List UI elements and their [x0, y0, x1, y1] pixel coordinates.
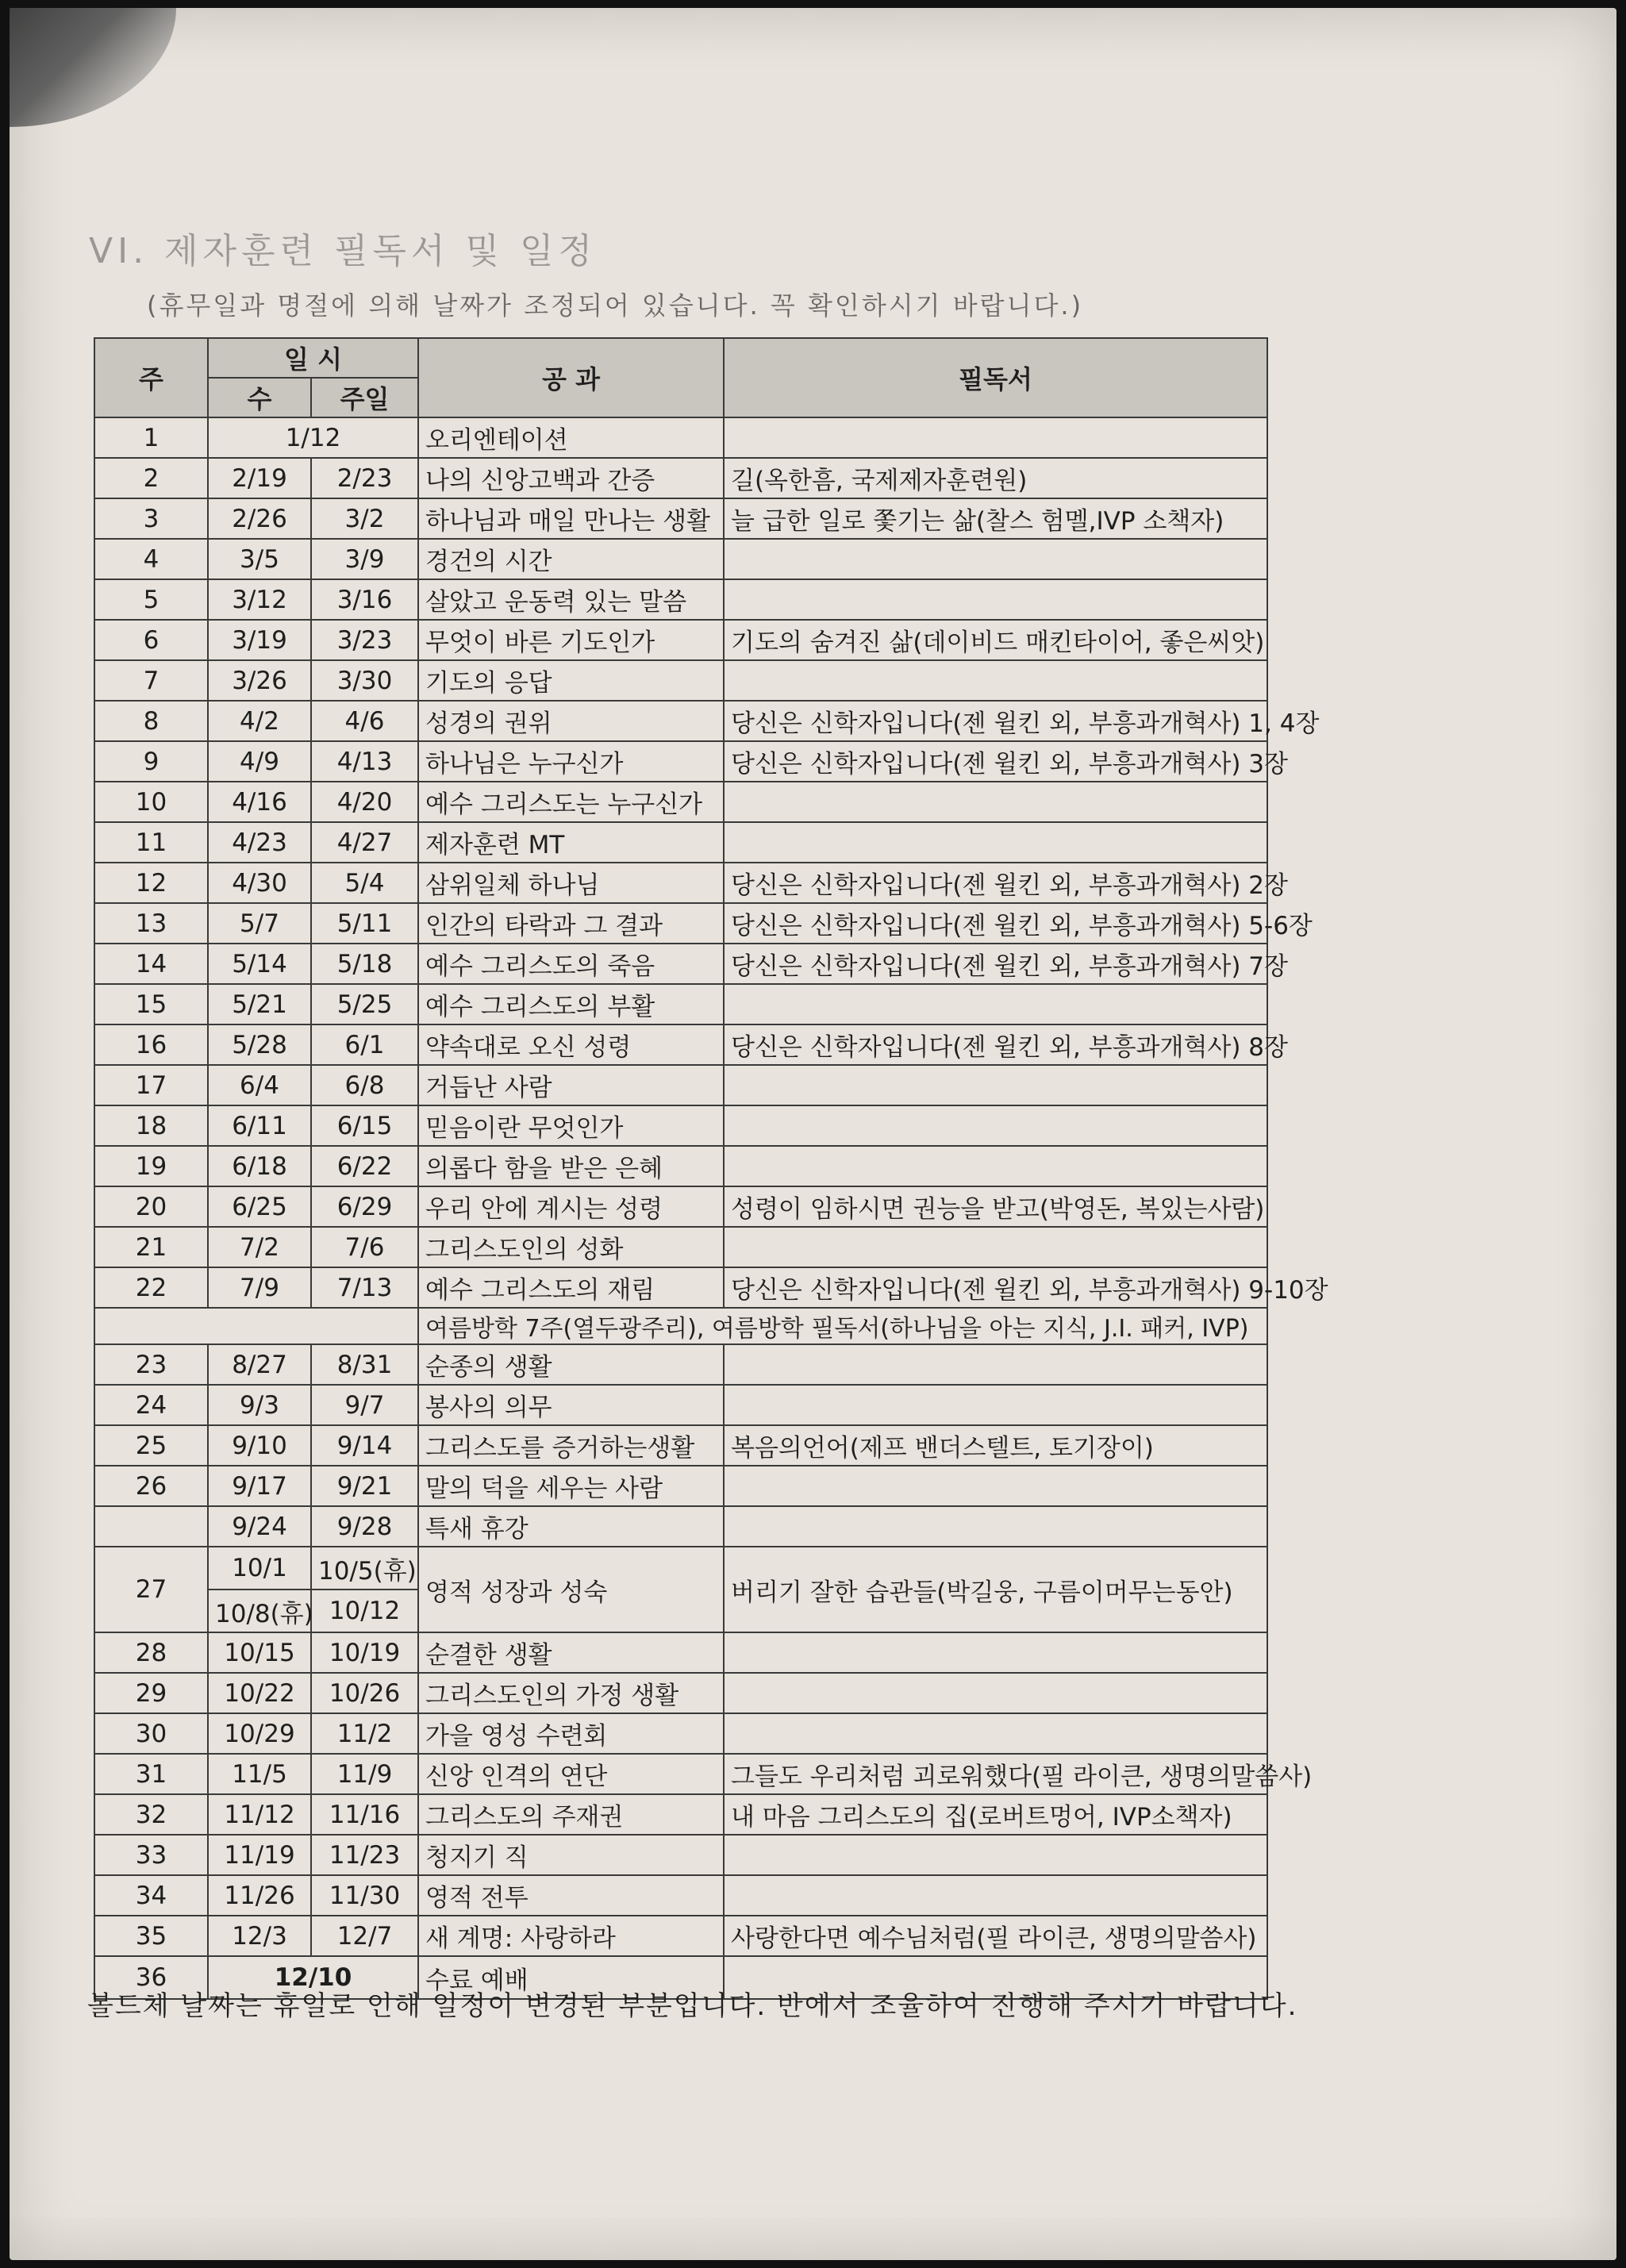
- week-cell: 2: [94, 458, 208, 498]
- lesson-cell: 하나님은 누구신가: [418, 741, 724, 782]
- week-cell: 20: [94, 1186, 208, 1227]
- footer-note: 볼드체 날짜는 휴일로 인해 일정이 변경된 부분입니다. 반에서 조율하여 진행해 주시기 바랍니다.: [87, 1990, 1298, 2022]
- sun-date-cell: 6/15: [311, 1105, 418, 1146]
- book-cell: 사랑한다면 예수님처럼(필 라이큰, 생명의말씀사): [724, 1916, 1267, 1956]
- sun-date-cell: 11/9: [311, 1754, 418, 1794]
- week-cell: [94, 1506, 208, 1547]
- table-row: [94, 498, 1267, 539]
- week-cell: 33: [94, 1835, 208, 1875]
- book-cell: 버리기 잘한 습관들(박길웅, 구름이머무는동안): [724, 1547, 1267, 1632]
- lesson-cell: 그리스도인의 가정 생활: [418, 1673, 724, 1713]
- book-cell: [724, 1227, 1267, 1267]
- sun-date-cell: 6/1: [311, 1024, 418, 1065]
- table-row: [94, 1506, 1267, 1547]
- book-cell: 당신은 신학자입니다(젠 윌킨 외, 부흥과개혁사) 9-10장: [724, 1267, 1267, 1308]
- lesson-cell: 하나님과 매일 만나는 생활: [418, 498, 724, 539]
- date-cell: 12/10: [208, 1956, 418, 1999]
- lesson-cell: 순결한 생활: [418, 1632, 724, 1673]
- lesson-cell: 영적 전투: [418, 1875, 724, 1916]
- week-cell: 8: [94, 701, 208, 741]
- wed-date-cell: 2/26: [208, 498, 311, 539]
- wed-date-cell: 4/23: [208, 822, 311, 863]
- sun-date-cell: 5/4: [311, 863, 418, 903]
- sun-date-cell: 4/13: [311, 741, 418, 782]
- sun-date-cell: 9/14: [311, 1425, 418, 1466]
- book-cell: [724, 1875, 1267, 1916]
- book-cell: 당신은 신학자입니다(젠 윌킨 외, 부흥과개혁사) 7장: [724, 944, 1267, 984]
- wed-date-cell: 12/3: [208, 1916, 311, 1956]
- sun-date-cell: 9/7: [311, 1385, 418, 1425]
- wed-date-cell: 10/1: [208, 1547, 311, 1590]
- table-row: [94, 1875, 1267, 1916]
- lesson-cell: 영적 성장과 성숙: [418, 1547, 724, 1632]
- table-row: [94, 458, 1267, 498]
- sun-date-cell: 3/16: [311, 579, 418, 620]
- lesson-cell: 봉사의 의무: [418, 1385, 724, 1425]
- sun-date-cell: 10/5(휴): [311, 1547, 418, 1590]
- week-cell: 29: [94, 1673, 208, 1713]
- wed-date-cell: 3/19: [208, 620, 311, 660]
- date-cell: 1/12: [208, 417, 418, 458]
- header-wed: 수: [208, 378, 311, 417]
- table-row: [94, 1425, 1267, 1466]
- week-cell: 6: [94, 620, 208, 660]
- sun-date-cell: 8/31: [311, 1344, 418, 1385]
- book-cell: 그들도 우리처럼 괴로워했다(필 라이큰, 생명의말씀사): [724, 1754, 1267, 1794]
- wed-date-cell: 2/19: [208, 458, 311, 498]
- wed-date-cell: 5/14: [208, 944, 311, 984]
- table-row: [94, 1227, 1267, 1267]
- book-cell: [724, 782, 1267, 822]
- book-cell: [724, 1344, 1267, 1385]
- week-cell: 28: [94, 1632, 208, 1673]
- header-lesson: 공 과: [418, 338, 724, 417]
- lesson-cell: 특새 휴강: [418, 1506, 724, 1547]
- section-title: VI. 제자훈련 필독서 및 일정: [89, 231, 598, 271]
- book-cell: 성령이 임하시면 권능을 받고(박영돈, 복있는사람): [724, 1186, 1267, 1227]
- book-cell: [724, 1673, 1267, 1713]
- lesson-cell: 무엇이 바른 기도인가: [418, 620, 724, 660]
- wed-date-cell: 9/24: [208, 1506, 311, 1547]
- book-cell: 늘 급한 일로 쫓기는 삶(찰스 험멜,IVP 소책자): [724, 498, 1267, 539]
- sun-date-cell: 3/2: [311, 498, 418, 539]
- book-cell: [724, 1105, 1267, 1146]
- sun-date-cell: 6/22: [311, 1146, 418, 1186]
- lesson-cell: 거듭난 사람: [418, 1065, 724, 1105]
- week-cell: 1: [94, 417, 208, 458]
- wed-date-cell: 7/2: [208, 1227, 311, 1267]
- book-cell: [724, 1065, 1267, 1105]
- book-cell: 당신은 신학자입니다(젠 윌킨 외, 부흥과개혁사) 1, 4장: [724, 701, 1267, 741]
- wed-date-cell: 4/30: [208, 863, 311, 903]
- lesson-cell: 오리엔테이션: [418, 417, 724, 458]
- wed-date-cell: 3/26: [208, 660, 311, 701]
- wed-date-cell: 8/27: [208, 1344, 311, 1385]
- week-cell: 5: [94, 579, 208, 620]
- week-cell: 22: [94, 1267, 208, 1308]
- week-cell: 36: [94, 1956, 208, 1999]
- wed-date-cell: 6/4: [208, 1065, 311, 1105]
- wed-date-cell: 11/5: [208, 1754, 311, 1794]
- wed-date-cell: 9/3: [208, 1385, 311, 1425]
- wed-date-cell: 6/11: [208, 1105, 311, 1146]
- lesson-cell: 예수 그리스도는 누구신가: [418, 782, 724, 822]
- sun-date-cell: 3/23: [311, 620, 418, 660]
- book-cell: 당신은 신학자입니다(젠 윌킨 외, 부흥과개혁사) 8장: [724, 1024, 1267, 1065]
- week-cell: 15: [94, 984, 208, 1024]
- sun-date-cell: 3/9: [311, 539, 418, 579]
- week-cell: 7: [94, 660, 208, 701]
- table-row: [94, 1713, 1267, 1754]
- week-cell: 9: [94, 741, 208, 782]
- wed-date-cell: 5/21: [208, 984, 311, 1024]
- table-row: [94, 1146, 1267, 1186]
- week-cell: 18: [94, 1105, 208, 1146]
- week-cell: 31: [94, 1754, 208, 1794]
- table-row: [94, 863, 1267, 903]
- section-subtitle: (휴무일과 명절에 의해 날짜가 조정되어 있습니다. 꼭 확인하시기 바랍니다.): [147, 290, 1084, 321]
- sun-date-cell: 7/6: [311, 1227, 418, 1267]
- sun-date-cell: 12/7: [311, 1916, 418, 1956]
- table-row: [94, 1916, 1267, 1956]
- blank-cell: [94, 1308, 418, 1344]
- lesson-cell: 성경의 권위: [418, 701, 724, 741]
- sun-date-cell: 6/29: [311, 1186, 418, 1227]
- schedule-body: [94, 417, 1328, 1999]
- table-row: [94, 1466, 1267, 1506]
- book-cell: [724, 1632, 1267, 1673]
- week-cell: 17: [94, 1065, 208, 1105]
- book-cell: [724, 1385, 1267, 1425]
- week-cell: 27: [94, 1547, 208, 1632]
- wed-date-cell: 10/22: [208, 1673, 311, 1713]
- table-row: [94, 782, 1267, 822]
- table-row: [94, 701, 1267, 741]
- book-cell: [724, 1835, 1267, 1875]
- lesson-cell: 약속대로 오신 성령: [418, 1024, 724, 1065]
- lesson-cell: 나의 신앙고백과 간증: [418, 458, 724, 498]
- wed-date-cell: 4/2: [208, 701, 311, 741]
- lesson-cell: 의롭다 함을 받은 은혜: [418, 1146, 724, 1186]
- week-cell: 4: [94, 539, 208, 579]
- table-row: [94, 1547, 1267, 1590]
- header-book: 필독서: [724, 338, 1267, 417]
- wed-date-cell: 7/9: [208, 1267, 311, 1308]
- book-cell: [724, 1506, 1267, 1547]
- wed-date-cell: 3/12: [208, 579, 311, 620]
- table-row: [94, 417, 1267, 458]
- book-cell: [724, 1713, 1267, 1754]
- book-cell: [724, 1146, 1267, 1186]
- sun-date-cell: 11/23: [311, 1835, 418, 1875]
- wed-date-cell: 11/26: [208, 1875, 311, 1916]
- week-cell: 32: [94, 1794, 208, 1835]
- table-row: [94, 822, 1267, 863]
- sun-date-cell: 10/12: [311, 1590, 418, 1632]
- book-cell: 복음의언어(제프 밴더스텔트, 토기장이): [724, 1425, 1267, 1466]
- sun-date-cell: 11/30: [311, 1875, 418, 1916]
- lesson-cell: 신앙 인격의 연단: [418, 1754, 724, 1794]
- table-row: [94, 1105, 1267, 1146]
- table-row: [94, 620, 1267, 660]
- week-cell: 21: [94, 1227, 208, 1267]
- sun-date-cell: 3/30: [311, 660, 418, 701]
- lesson-cell: 수료 예배: [418, 1956, 724, 1999]
- week-cell: 14: [94, 944, 208, 984]
- lesson-cell: 예수 그리스도의 부활: [418, 984, 724, 1024]
- table-row: [94, 984, 1267, 1024]
- lesson-cell: 순종의 생활: [418, 1344, 724, 1385]
- lesson-cell: 그리스도인의 성화: [418, 1227, 724, 1267]
- table-row: [94, 1186, 1267, 1227]
- week-cell: 13: [94, 903, 208, 944]
- week-cell: 25: [94, 1425, 208, 1466]
- book-cell: [724, 539, 1267, 579]
- sun-date-cell: 2/23: [311, 458, 418, 498]
- book-cell: 당신은 신학자입니다(젠 윌킨 외, 부흥과개혁사) 5-6장: [724, 903, 1267, 944]
- table-row: [94, 1065, 1267, 1105]
- wed-date-cell: 9/17: [208, 1466, 311, 1506]
- sun-date-cell: 5/25: [311, 984, 418, 1024]
- lesson-cell: 삼위일체 하나님: [418, 863, 724, 903]
- book-cell: [724, 1466, 1267, 1506]
- sun-date-cell: 5/11: [311, 903, 418, 944]
- summer-note-cell: 여름방학 7주(열두광주리), 여름방학 필독서(하나님을 아는 지식, J.I. 패커, IVP): [418, 1308, 1267, 1344]
- book-cell: 내 마음 그리스도의 집(로버트멍어, IVP소책자): [724, 1794, 1267, 1835]
- week-cell: 35: [94, 1916, 208, 1956]
- schedule-table: [94, 337, 1328, 2000]
- book-cell: [724, 984, 1267, 1024]
- book-cell: [724, 579, 1267, 620]
- table-row: [94, 1673, 1267, 1713]
- sun-date-cell: 10/26: [311, 1673, 418, 1713]
- table-row: [94, 1385, 1267, 1425]
- lesson-cell: 새 계명: 사랑하라: [418, 1916, 724, 1956]
- table-row: [94, 539, 1267, 579]
- week-cell: 12: [94, 863, 208, 903]
- week-cell: 3: [94, 498, 208, 539]
- wed-date-cell: 6/18: [208, 1146, 311, 1186]
- week-cell: 23: [94, 1344, 208, 1385]
- table-row: [94, 1024, 1267, 1065]
- wed-date-cell: 11/19: [208, 1835, 311, 1875]
- table-row: [94, 1267, 1267, 1308]
- lesson-cell: 말의 덕을 세우는 사람: [418, 1466, 724, 1506]
- book-cell: [724, 822, 1267, 863]
- wed-date-cell: 5/28: [208, 1024, 311, 1065]
- wed-date-cell: 11/12: [208, 1794, 311, 1835]
- week-cell: 26: [94, 1466, 208, 1506]
- table-row: [94, 1754, 1267, 1794]
- wed-date-cell: 5/7: [208, 903, 311, 944]
- table-row: [94, 741, 1267, 782]
- table-row: [94, 579, 1267, 620]
- book-cell: [724, 660, 1267, 701]
- lesson-cell: 살았고 운동력 있는 말씀: [418, 579, 724, 620]
- lesson-cell: 우리 안에 계시는 성령: [418, 1186, 724, 1227]
- lesson-cell: 경건의 시간: [418, 539, 724, 579]
- book-cell: [724, 417, 1267, 458]
- lesson-cell: 인간의 타락과 그 결과: [418, 903, 724, 944]
- wed-date-cell: 10/29: [208, 1713, 311, 1754]
- book-cell: 길(옥한흠, 국제제자훈련원): [724, 458, 1267, 498]
- week-cell: 11: [94, 822, 208, 863]
- wed-date-cell: 10/15: [208, 1632, 311, 1673]
- sun-date-cell: 9/28: [311, 1506, 418, 1547]
- wed-date-cell: 4/16: [208, 782, 311, 822]
- sun-date-cell: 4/20: [311, 782, 418, 822]
- sun-date-cell: 4/27: [311, 822, 418, 863]
- lesson-cell: 청지기 직: [418, 1835, 724, 1875]
- book-cell: 당신은 신학자입니다(젠 윌킨 외, 부흥과개혁사) 3장: [724, 741, 1267, 782]
- table-row: [94, 660, 1267, 701]
- table-row: [94, 903, 1267, 944]
- lesson-cell: 믿음이란 무엇인가: [418, 1105, 724, 1146]
- lesson-cell: 그리스도를 증거하는생활: [418, 1425, 724, 1466]
- sun-date-cell: 11/2: [311, 1713, 418, 1754]
- book-cell: 기도의 숨겨진 삶(데이비드 매킨타이어, 좋은씨앗): [724, 620, 1267, 660]
- table-row: [94, 944, 1267, 984]
- table-row: [94, 1632, 1267, 1673]
- sun-date-cell: 7/13: [311, 1267, 418, 1308]
- lesson-cell: 기도의 응답: [418, 660, 724, 701]
- table-row: [94, 1794, 1267, 1835]
- week-cell: 10: [94, 782, 208, 822]
- header-sun: 주일: [311, 378, 418, 417]
- wed-date-cell: 4/9: [208, 741, 311, 782]
- sun-date-cell: 10/19: [311, 1632, 418, 1673]
- wed-date-cell: 10/8(휴): [208, 1590, 311, 1632]
- sun-date-cell: 9/21: [311, 1466, 418, 1506]
- sun-date-cell: 4/6: [311, 701, 418, 741]
- book-cell: 당신은 신학자입니다(젠 윌킨 외, 부흥과개혁사) 2장: [724, 863, 1267, 903]
- week-cell: 16: [94, 1024, 208, 1065]
- week-cell: 34: [94, 1875, 208, 1916]
- summer-break-row: [94, 1308, 1267, 1344]
- lesson-cell: 가을 영성 수련회: [418, 1713, 724, 1754]
- header-week: 주: [94, 338, 208, 417]
- wed-date-cell: 6/25: [208, 1186, 311, 1227]
- lesson-cell: 예수 그리스도의 재림: [418, 1267, 724, 1308]
- week-cell: 24: [94, 1385, 208, 1425]
- table-row: [94, 1344, 1267, 1385]
- header-date-group: 일 시: [208, 338, 418, 378]
- lesson-cell: 그리스도의 주재권: [418, 1794, 724, 1835]
- wed-date-cell: 3/5: [208, 539, 311, 579]
- week-cell: 30: [94, 1713, 208, 1754]
- lesson-cell: 예수 그리스도의 죽음: [418, 944, 724, 984]
- lesson-cell: 제자훈련 MT: [418, 822, 724, 863]
- sun-date-cell: 11/16: [311, 1794, 418, 1835]
- table-row: [94, 1835, 1267, 1875]
- sun-date-cell: 6/8: [311, 1065, 418, 1105]
- week-cell: 19: [94, 1146, 208, 1186]
- sun-date-cell: 5/18: [311, 944, 418, 984]
- wed-date-cell: 9/10: [208, 1425, 311, 1466]
